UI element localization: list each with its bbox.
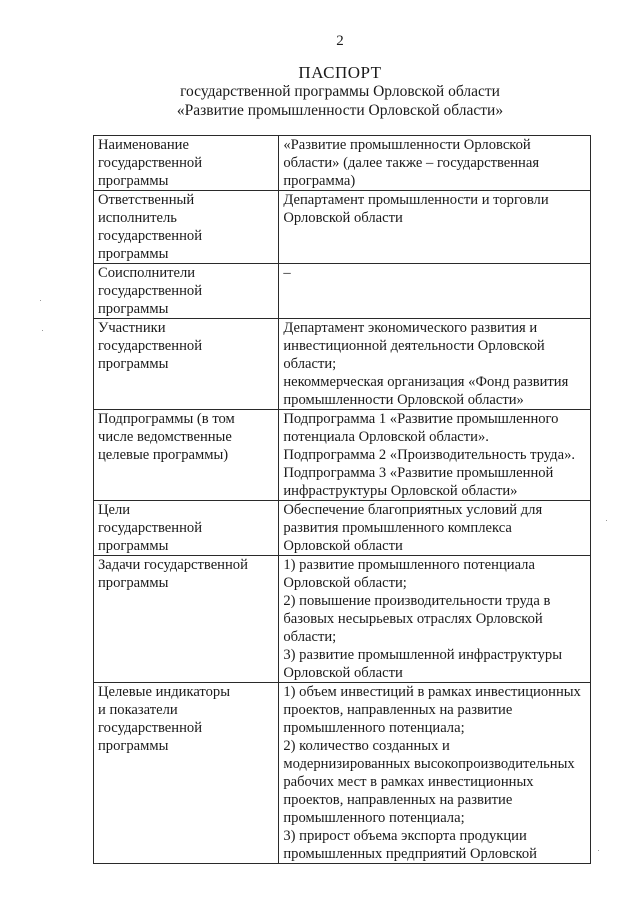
row-value: «Развитие промышленности Орловской области» (далее также – государственная программа) bbox=[279, 136, 591, 191]
row-label: Участники государственной программы bbox=[94, 319, 279, 410]
row-label: Цели государственной программы bbox=[94, 501, 279, 556]
table-row bbox=[94, 264, 591, 319]
page-number: 2 bbox=[336, 33, 344, 49]
row-value: Обеспечение благоприятных условий для развития промышленного комплекса Орловской области bbox=[279, 501, 591, 556]
row-label: Задачи государственной программы bbox=[94, 556, 279, 683]
row-value: Департамент промышленности и торговли Орловской области bbox=[279, 191, 591, 264]
table-row bbox=[94, 410, 591, 501]
row-label: Целевые индикаторы и показатели государственной программы bbox=[94, 683, 279, 864]
row-label: Наименование государственной программы bbox=[94, 136, 279, 191]
row-label: Соисполнители государственной программы bbox=[94, 264, 279, 319]
row-value: Департамент экономического развития и инвестиционной деятельности Орловской области; некоммерческая организация «Фонд развития промышленности Орловской области» bbox=[279, 319, 591, 410]
table-row bbox=[94, 319, 591, 410]
scan-speck bbox=[40, 300, 41, 301]
passport-table bbox=[93, 135, 591, 864]
table-row bbox=[94, 556, 591, 683]
row-value: Подпрограмма 1 «Развитие промышленного потенциала Орловской области». Подпрограмма 2 «Производительность труда». Подпрограмма 3 «Развитие промышленной инфраструктуры Орловской области» bbox=[279, 410, 591, 501]
document-title: ПАСПОРТ bbox=[298, 63, 382, 82]
row-label: Подпрограммы (в том числе ведомственные целевые программы) bbox=[94, 410, 279, 501]
document-subtitle-line-2: «Развитие промышленности Орловской области» bbox=[176, 102, 504, 119]
table-row bbox=[94, 136, 591, 191]
scan-speck bbox=[598, 850, 599, 851]
scan-speck bbox=[42, 330, 43, 331]
table-row bbox=[94, 683, 591, 864]
row-value: 1) развитие промышленного потенциала Орловской области; 2) повышение производительности труда в базовых несырьевых отраслях Орловской области; 3) развитие промышленной инфраструктуры Орловской области bbox=[279, 556, 591, 683]
table-row bbox=[94, 191, 591, 264]
row-label: Ответственный исполнитель государственной программы bbox=[94, 191, 279, 264]
row-value: – bbox=[279, 264, 591, 319]
row-value: 1) объем инвестиций в рамках инвестиционных проектов, направленных на развитие промышленного потенциала; 2) количество созданных и модернизированных высокопроизводительных рабочих мест в рамках инвестиционных проектов, направленных на развитие промышленного потенциала; 3) прирост объема экспорта продукции промышленных предприятий Орловской bbox=[279, 683, 591, 864]
document-subtitle-line-1: государственной программы Орловской области bbox=[180, 83, 500, 100]
table-row bbox=[94, 501, 591, 556]
scan-speck bbox=[606, 520, 607, 521]
